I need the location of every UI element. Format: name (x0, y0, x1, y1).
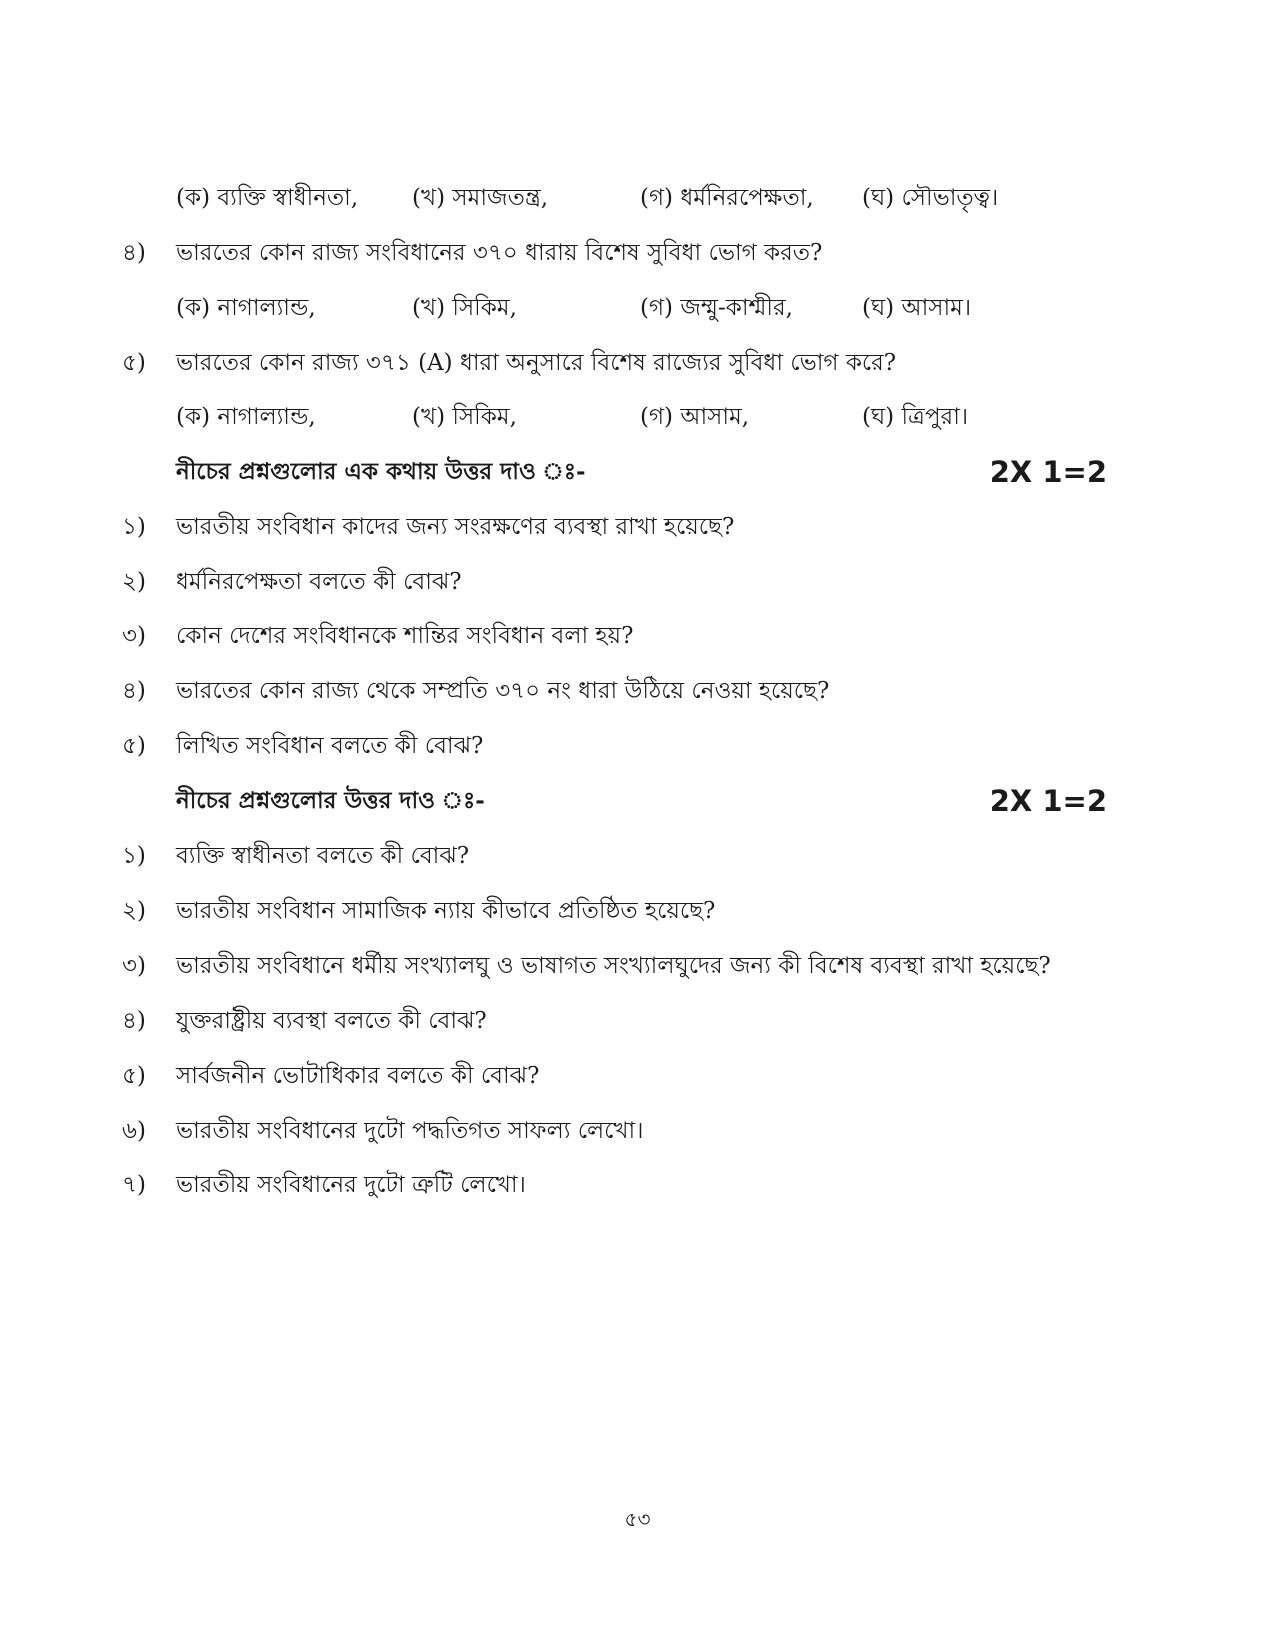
page-number: ৫৩ (624, 1507, 651, 1531)
question-text: ভারতের কোন রাজ্য সংবিধানের ৩৭০ ধারায় বিশেষ সুবিধা ভোগ করত? (176, 240, 823, 266)
question-number: ৪) (122, 240, 146, 266)
question-text: ধর্মনিরপেক্ষতা বলতে কী বোঝ? (176, 569, 462, 595)
option-kha: (খ) সিকিম, (412, 404, 517, 430)
question-text: ভারতীয় সংবিধানে ধর্মীয় সংখ্যালঘু ও ভাষাগত সংখ্যালঘুদের জন্য কী বিশেষ ব্যবস্থা রাখা হয়েছে? (176, 953, 1051, 979)
question-text: ব্যক্তি স্বাধীনতা বলতে কী বোঝ? (176, 843, 470, 869)
question-text: ভারতের কোন রাজ্য ৩৭১ (A) ধারা অনুসারে বিশেষ রাজ্যের সুবিধা ভোগ করে? (176, 350, 897, 376)
question-number: ৫) (122, 1063, 146, 1089)
question-number: ৪) (122, 1008, 146, 1034)
option-ga: (গ) ধর্মনিরপেক্ষতা, (640, 185, 814, 211)
question-text: যুক্তরাষ্ট্রীয় ব্যবস্থা বলতে কী বোঝ? (176, 1008, 487, 1034)
question-number: ৭) (122, 1172, 146, 1198)
question-number: ৬) (122, 1118, 146, 1144)
option-gha: (ঘ) সৌভাতৃত্ব। (862, 185, 999, 211)
question-number: ১) (122, 843, 146, 869)
question-number: ৩) (122, 953, 146, 979)
option-ka: (ক) ব্যক্তি স্বাধীনতা, (176, 185, 359, 211)
option-ga: (গ) জম্মু-কাশ্মীর, (640, 295, 793, 321)
question-number: ৫) (122, 350, 146, 376)
question-text: ভারতের কোন রাজ্য থেকে সম্প্রতি ৩৭০ নং ধারা উঠিয়ে নেওয়া হয়েছে? (176, 678, 830, 704)
question-text: ভারতীয় সংবিধান সামাজিক ন্যায় কীভাবে প্রতিষ্ঠিত হয়েছে? (176, 898, 716, 924)
question-text: ভারতীয় সংবিধান কাদের জন্য সংরক্ষণের ব্যবস্থা রাখা হয়েছে? (176, 514, 735, 540)
section-heading: নীচের প্রশ্নগুলোর এক কথায় উত্তর দাও ঃ- (176, 458, 586, 485)
marks-label: 2X 1=2 (989, 455, 1107, 489)
question-number: ৪) (122, 678, 146, 704)
option-gha: (ঘ) ত্রিপুরা। (862, 404, 969, 430)
option-kha: (খ) সিকিম, (412, 295, 517, 321)
section-heading: নীচের প্রশ্নগুলোর উত্তর দাও ঃ- (176, 787, 485, 814)
question-text: কোন দেশের সংবিধানকে শান্তির সংবিধান বলা হয়? (176, 623, 634, 649)
question-number: ৩) (122, 623, 146, 649)
question-text: সার্বজনীন ভোটাধিকার বলতে কী বোঝ? (176, 1063, 540, 1089)
question-text: ভারতীয় সংবিধানের দুটো পদ্ধতিগত সাফল্য লেখো। (176, 1118, 644, 1144)
option-gha: (ঘ) আসাম। (862, 295, 972, 321)
marks-label: 2X 1=2 (989, 784, 1107, 818)
option-kha: (খ) সমাজতন্ত্র, (412, 185, 549, 211)
option-ka: (ক) নাগাল্যান্ড, (176, 404, 316, 430)
question-number: ২) (122, 569, 146, 595)
option-ka: (ক) নাগাল্যান্ড, (176, 295, 316, 321)
question-number: ১) (122, 514, 146, 540)
question-number: ২) (122, 898, 146, 924)
question-text: ভারতীয় সংবিধানের দুটো ত্রুটি লেখো। (176, 1172, 526, 1198)
question-number: ৫) (122, 733, 146, 759)
option-ga: (গ) আসাম, (640, 404, 750, 430)
question-text: লিখিত সংবিধান বলতে কী বোঝ? (176, 733, 484, 759)
